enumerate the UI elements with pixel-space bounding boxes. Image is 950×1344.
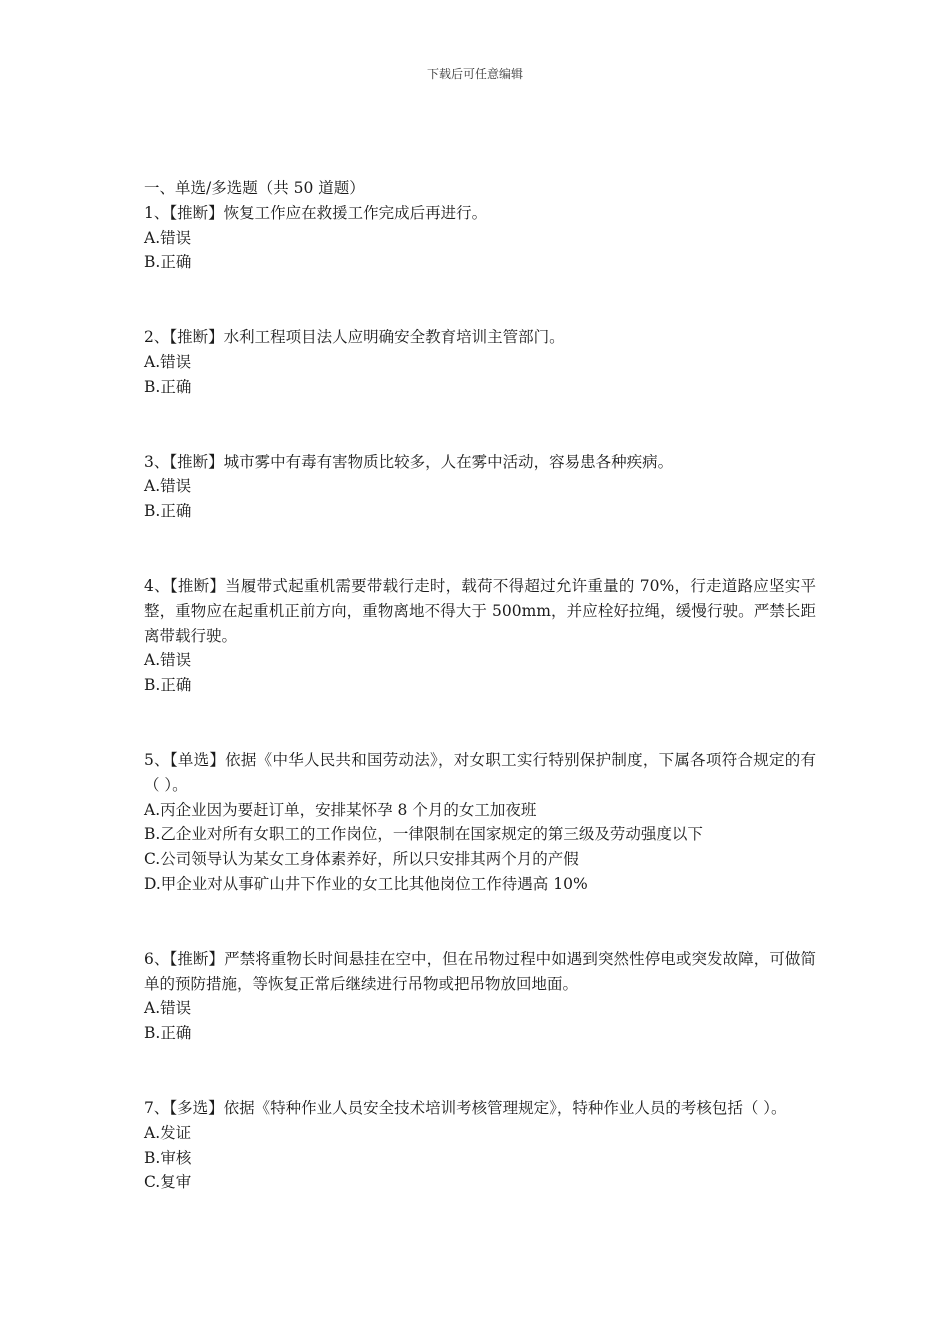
option-b: B.审核 [144, 1148, 192, 1167]
question-7 [144, 1096, 816, 1195]
option-a: A.错误 [144, 651, 192, 670]
option-a: A.错误 [144, 999, 192, 1018]
question-5 [144, 748, 816, 897]
option-d: D.甲企业对从事矿山井下作业的女工比其他岗位工作待遇高 10% [144, 874, 588, 893]
option-list [144, 350, 816, 400]
option-list [144, 996, 816, 1046]
question-text: 6、【推断】严禁将重物长时间悬挂在空中，但在吊物过程中如遇到突然性停电或突发故障，可做简单的预防措施，等恢复正常后继续进行吊物或把吊物放回地面。 [144, 949, 816, 993]
option-a: A.丙企业因为要赶订单，安排某怀孕 8 个月的女工加夜班 [144, 800, 537, 819]
option-b: B.正确 [144, 502, 192, 521]
option-b: B.正确 [144, 253, 192, 272]
question-4 [144, 574, 816, 698]
question-text: 2、【推断】水利工程项目法人应明确安全教育培训主管部门。 [144, 328, 565, 347]
option-list [144, 648, 816, 698]
option-b: B.正确 [144, 1024, 192, 1043]
document-body [144, 176, 816, 1195]
question-1 [144, 201, 816, 275]
option-c: C.公司领导认为某女工身体素养好，所以只安排其两个月的产假 [144, 850, 579, 869]
option-list [144, 226, 816, 276]
question-text: 7、【多选】依据《特种作业人员安全技术培训考核管理规定》，特种作业人员的考核包括（ ）。 [144, 1098, 787, 1117]
option-a: A.错误 [144, 477, 192, 496]
question-3 [144, 450, 816, 524]
question-6 [144, 947, 816, 1046]
option-list [144, 1121, 816, 1195]
option-b: B.正确 [144, 676, 192, 695]
option-list [144, 474, 816, 524]
option-a: A.错误 [144, 228, 192, 247]
option-list [144, 798, 816, 897]
question-text: 3、【推断】城市雾中有毒有害物质比较多，人在雾中活动，容易患各种疾病。 [144, 452, 674, 471]
option-b: B.乙企业对所有女职工的工作岗位，一律限制在国家规定的第三级及劳动强度以下 [144, 825, 703, 844]
option-b: B.正确 [144, 377, 192, 396]
question-text: 4、【推断】当履带式起重机需要带载行走时，载荷不得超过允许重量的 70%，行走道路应坚实平整，重物应在起重机正前方向，重物离地不得大于 500mm，并应栓好拉绳，缓慢行驶。严禁长距离带载行驶。 [144, 576, 816, 645]
question-text: 5、【单选】依据《中华人民共和国劳动法》，对女职工实行特别保护制度，下属各项符合规定的有（ ）。 [144, 750, 816, 794]
question-text: 1、【推断】恢复工作应在救援工作完成后再进行。 [144, 203, 488, 222]
page-header: 下载后可任意编辑 [426, 67, 523, 81]
option-a: A.错误 [144, 352, 192, 371]
option-a: A.发证 [144, 1123, 192, 1142]
option-c: C.复审 [144, 1173, 192, 1192]
question-2 [144, 325, 816, 399]
section-title: 一、单选/多选题（共 50 道题） [144, 179, 365, 197]
